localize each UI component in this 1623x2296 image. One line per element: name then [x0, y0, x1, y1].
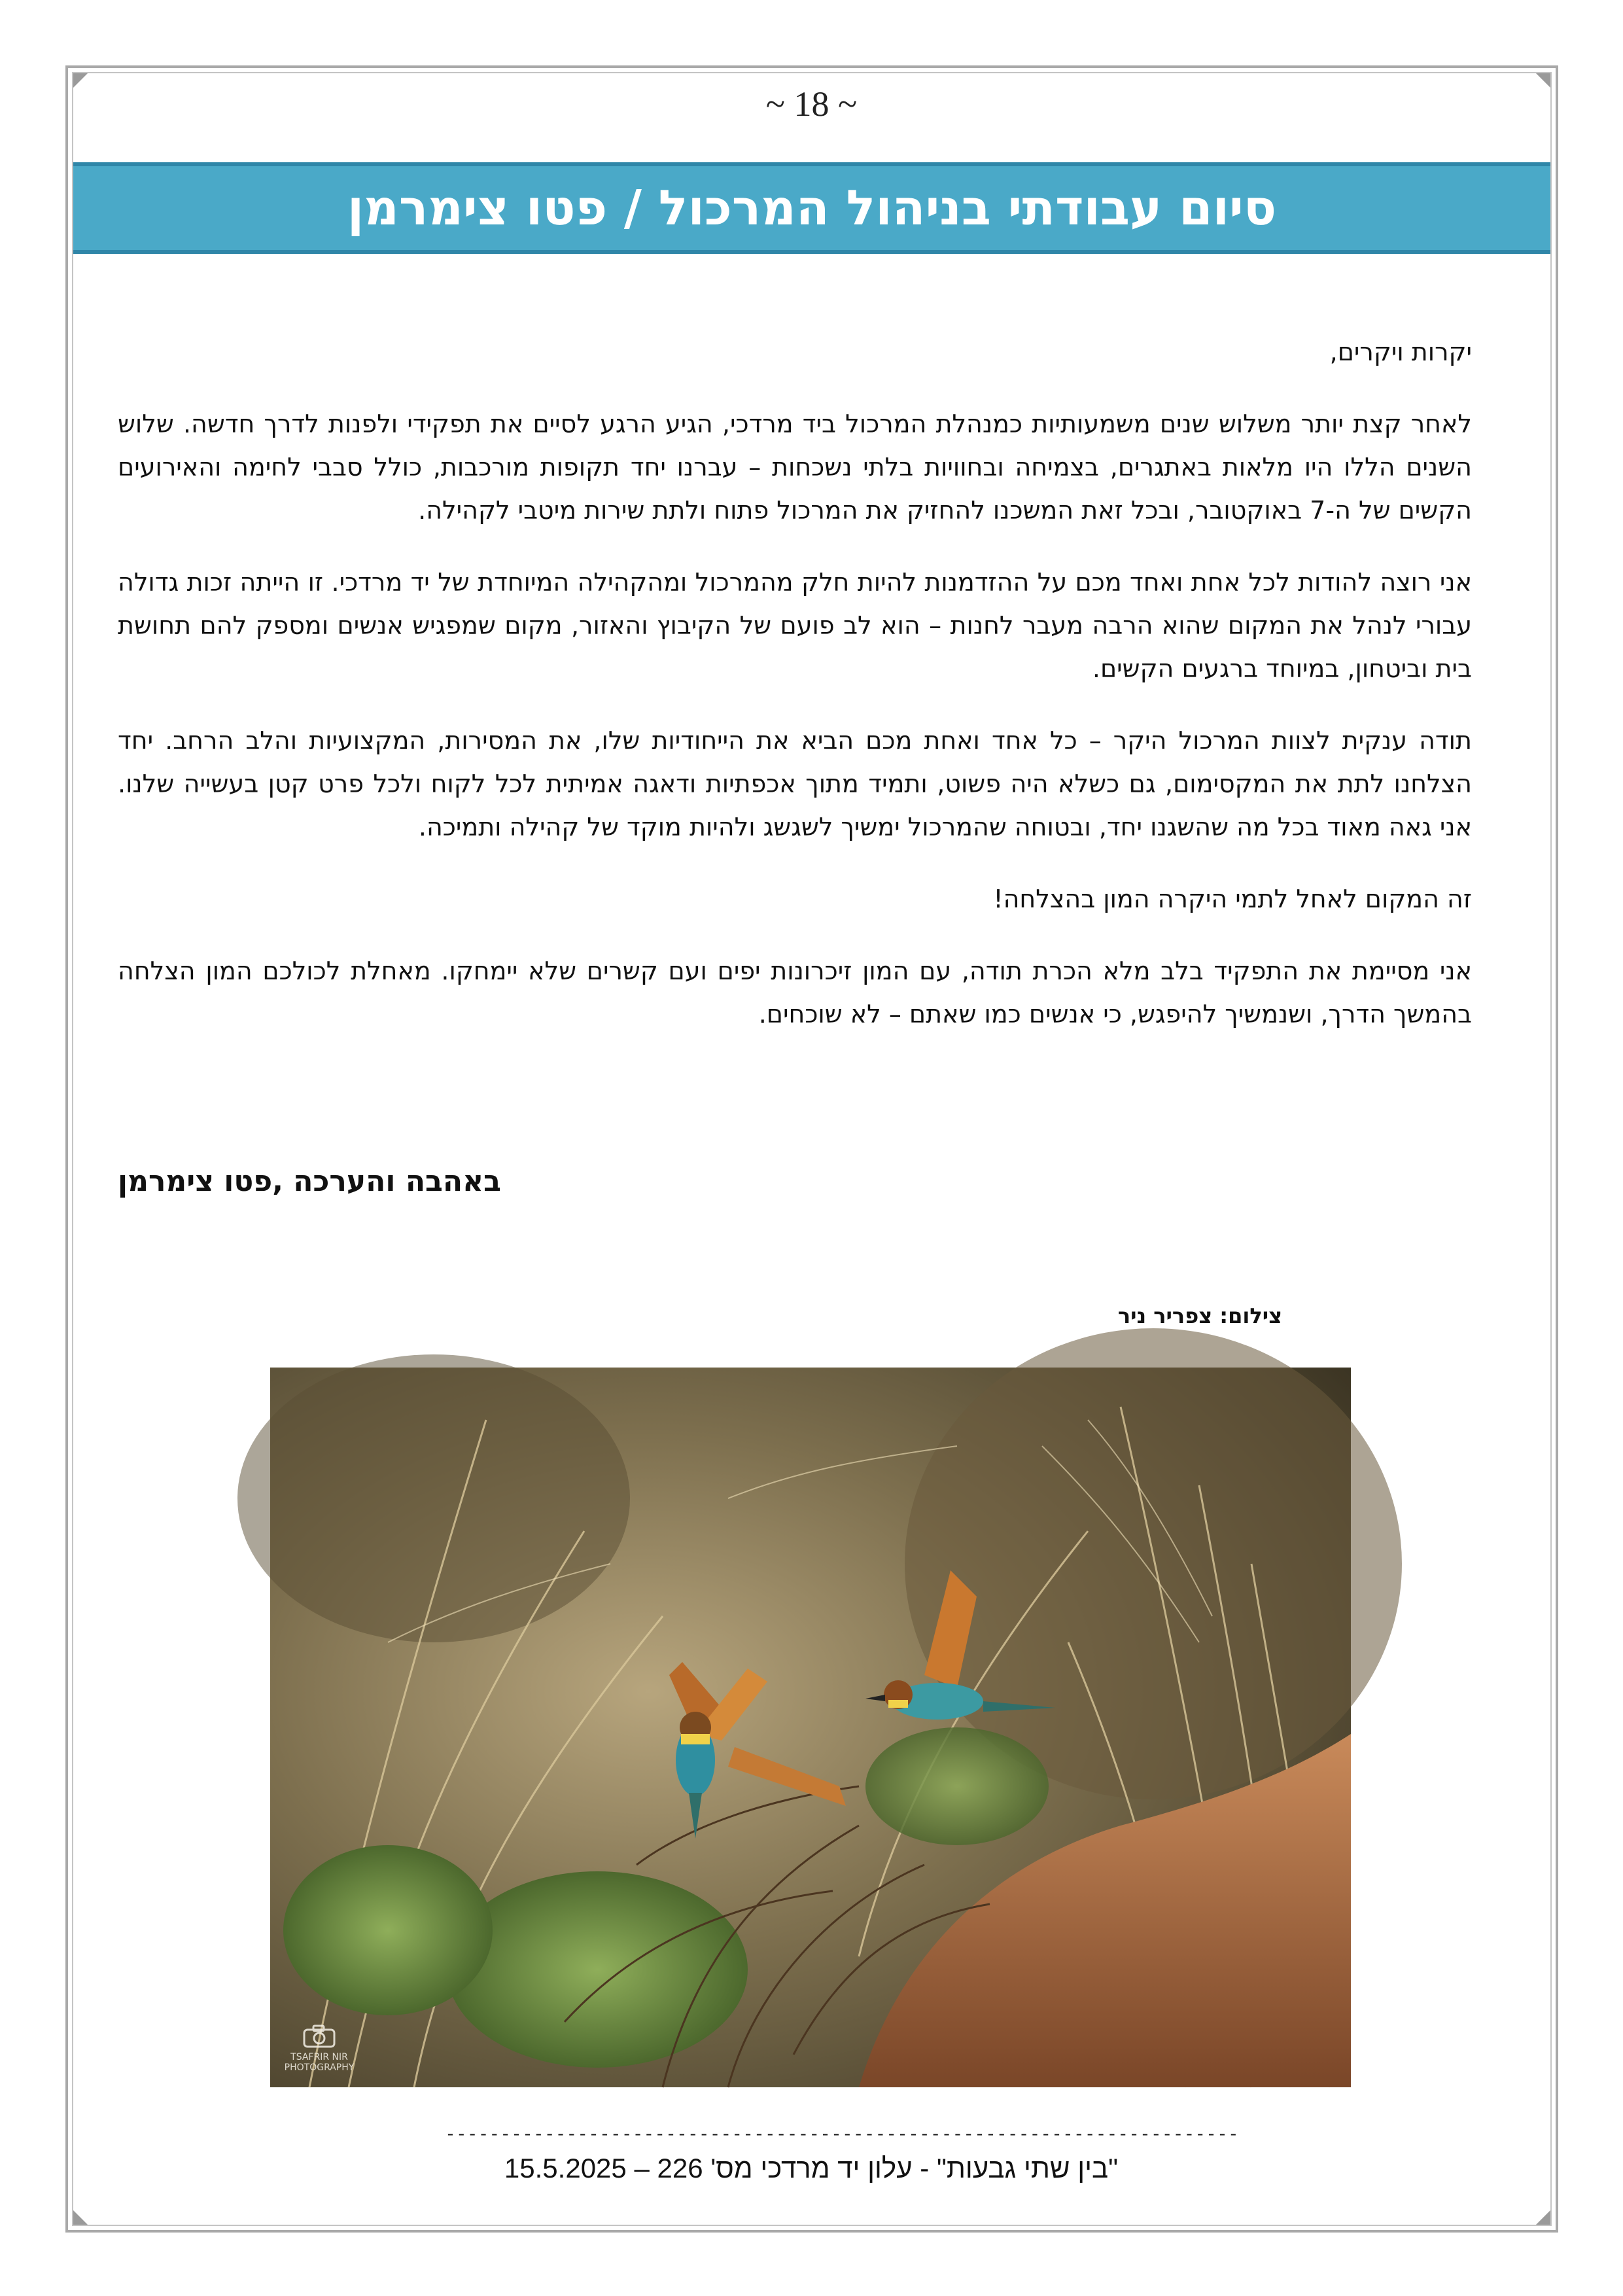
bird-photo-illustration: [270, 1368, 1351, 2087]
photo-watermark: [283, 2023, 355, 2073]
watermark-subtitle: PHOTOGRAPHY: [284, 2062, 355, 2073]
frame-corner-bottom-right: [1536, 2210, 1550, 2225]
camera-logo-icon: [302, 2023, 337, 2049]
article-greeting: יקרות ויקרים,: [1329, 338, 1472, 366]
page-title: סיום עבודתי בניהול המרכול / פטו צימרמן: [347, 180, 1277, 236]
article-paragraph-4: זה המקום לאחל לתמי היקרה המון בהצלחה!: [993, 885, 1472, 913]
page-number: ~ 18 ~: [765, 84, 858, 124]
article-paragraph-3: תודה ענקית לצוות המרכול היקר – כל אחד ואחת מכם הביא את הייחודיות שלו, את המסירות, המקצועיות והלב הרחב. יחד הצלחנו לתת את המקסימום, גם כשלא היה פשוט, ותמיד מתוך אכפתיות ודאגה אמיתית לכל לקוח ולכל פרט קטן בעשייה שלנו. אני גאה מאוד בכל מה שהשגנו יחד, ובטוחה שהמרכול ימשיך לשגשג ולהיות מוקד של קהילה ותמיכה.: [118, 726, 1472, 841]
footer-text: "בין שתי גבעות" - עלון יד מרדכי מס' 226 – 15.5.2025: [504, 2153, 1119, 2183]
article-paragraph-1: לאחר קצת יותר משלוש שנים משמעותיות כמנהלת המרכול ביד מרדכי, הגיע הרגע לסיים את תפקידי ולפנות לדרך חדשה. שלוש השנים הללו היו מלאות באתגרים, בצמיחה ובחוויות בלתי נשכחות – עברנו יחד תקופות מורכבות, כולל סבבי לחימה והאירועים הקשים של ה-7 באוקטובר, ובכל זאת המשכנו להחזיק את המרכול פתוח ולתת שירות מיטבי לקהילה.: [118, 410, 1472, 525]
watermark-name: TSAFRIR NIR: [290, 2052, 348, 2062]
article-signature: באהבה והערכה ,פטו צימרמן: [118, 1165, 501, 1198]
article-paragraph-2: אני רוצה להודות לכל אחת ואחד מכם על ההזדמנות להיות חלק מהמרכול ומהקהילה המיוחדת של יד מרדכי. זו הייתה זכות גדולה עבורי לנהל את המקום שהוא הרבה מעבר לחנות – הוא לב פועם של הקיבוץ והאזור, מקום שמפגיש אנשים ומספק להם תחושת בית וביטחון, במיוחד ברגעים הקשים.: [118, 568, 1472, 683]
photo-credit: צילום: צפריר ניר: [1117, 1303, 1282, 1328]
article-paragraph-5: אני מסיימת את התפקיד בלב מלא הכרת תודה, עם המון זיכרונות יפים ועם קשרים שלא יימחקו. מאחלת לכולכם המון הצלחה בהמשך הדרך, ושנמשיך להיפגש, כי אנשים כמו שאתם – לא שוכחים.: [118, 957, 1472, 1029]
frame-corner-bottom-left: [73, 2210, 88, 2225]
article-body: [118, 330, 1472, 1065]
bird-photo: [270, 1368, 1351, 2087]
footer-divider: ------------------------------------------------------------------------: [445, 2123, 1239, 2144]
title-band: [73, 162, 1550, 254]
